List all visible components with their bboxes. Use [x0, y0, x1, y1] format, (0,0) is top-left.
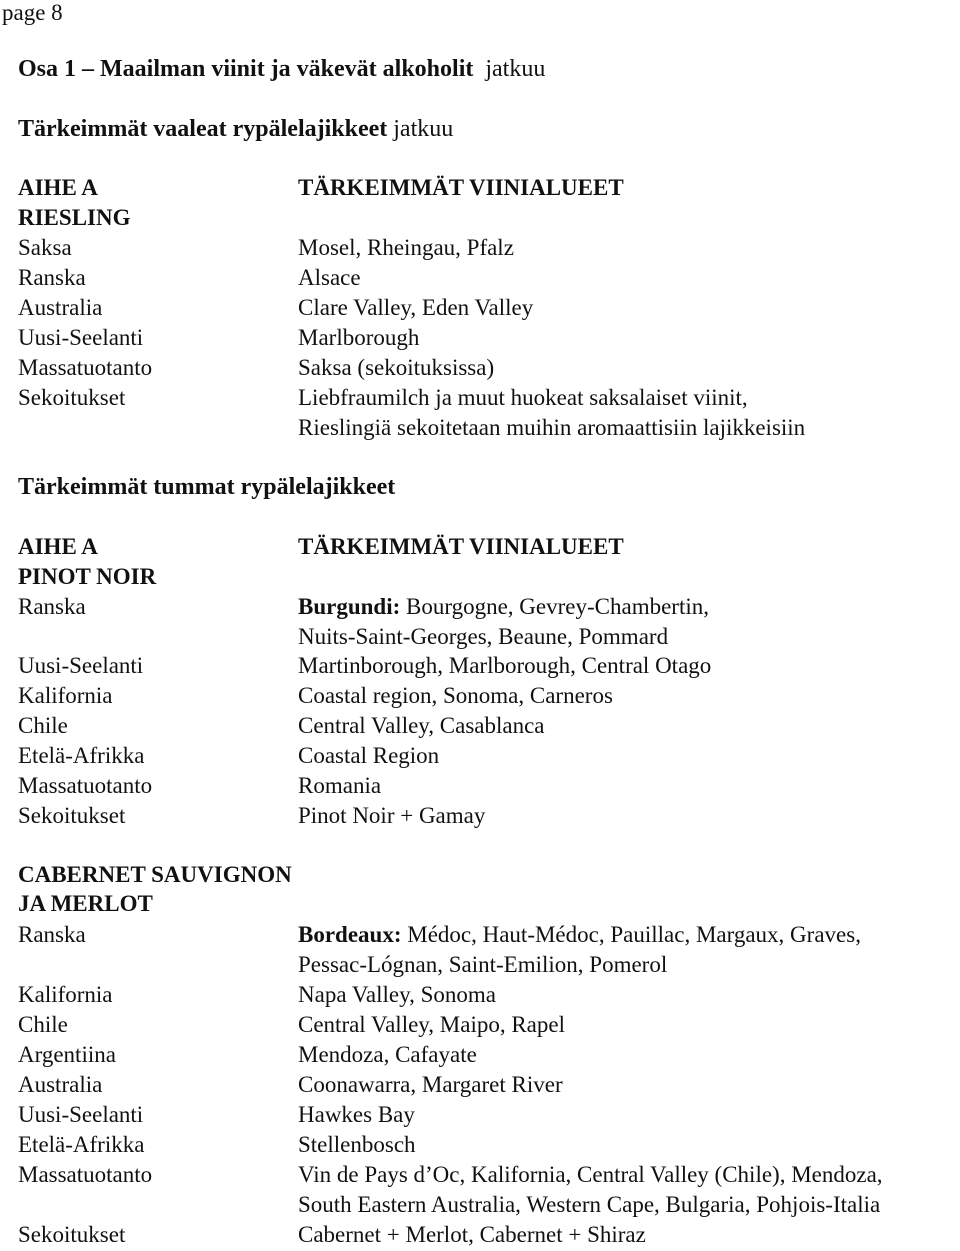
regions-cell: Coastal region, Sonoma, Carneros: [298, 683, 613, 708]
table-row: [0, 383, 960, 413]
country-cell: Argentiina: [18, 1042, 116, 1067]
country-cell: Massatuotanto: [18, 1162, 153, 1187]
section-title-text: Osa 1 – Maailman viinit ja väkevät alkoholit: [18, 56, 474, 82]
regions-cell: Mendoza, Cafayate: [298, 1042, 477, 1067]
regions-cell: Romania: [298, 773, 382, 798]
country-cell: Massatuotanto: [18, 773, 153, 798]
country-cell: Uusi-Seelanti: [18, 1102, 144, 1127]
table-row: [0, 1100, 960, 1130]
riesling-header-row: [0, 173, 960, 203]
country-cell: Uusi-Seelanti: [18, 653, 144, 678]
table-row: [0, 323, 960, 353]
regions-cell: Stellenbosch: [298, 1132, 416, 1157]
regions-cell: Liebfraumilch ja muut huokeat saksalaiset viinit,: [298, 385, 748, 410]
country-cell: Australia: [18, 295, 103, 320]
bordeaux-label: Bordeaux:: [298, 922, 402, 947]
regions-cell: Central Valley, Maipo, Rapel: [298, 1012, 565, 1037]
cabernet-bordeaux-regions: [298, 920, 861, 950]
table-row: [0, 681, 960, 711]
bordeaux-text-2: Pessac-Lógnan, Saint-Emilion, Pomerol: [298, 952, 668, 977]
country-cell: Chile: [18, 713, 68, 738]
section-title: [18, 54, 545, 84]
cabernet-grape-row-1: [0, 860, 960, 890]
riesling-topic-label: AIHE A: [18, 175, 98, 200]
table-row: [0, 1160, 960, 1190]
country-cell: Sekoitukset: [18, 803, 126, 828]
pinot-burgundy-row: [0, 592, 960, 622]
country-cell: Sekoitukset: [18, 385, 126, 410]
regions-cell: Cabernet + Merlot, Cabernet + Shiraz: [298, 1222, 646, 1247]
table-row: [0, 233, 960, 263]
country-cell: Saksa: [18, 235, 72, 260]
table-row: [0, 1070, 960, 1100]
cabernet-bordeaux-row: [0, 920, 960, 950]
table-row: [0, 651, 960, 681]
country-cell: Kalifornia: [18, 683, 113, 708]
country-cell: Kalifornia: [18, 982, 113, 1007]
regions-cell: Alsace: [298, 265, 361, 290]
regions-cell: South Eastern Australia, Western Cape, Bulgaria, Pohjois-Italia: [298, 1192, 881, 1217]
cabernet-grape-name-2: JA MERLOT: [18, 891, 153, 916]
table-row: [0, 413, 960, 443]
white-grapes-heading: [18, 114, 453, 144]
country-cell: Ranska: [18, 265, 86, 290]
table-row: [0, 1010, 960, 1040]
table-row: [0, 263, 960, 293]
regions-cell: Clare Valley, Eden Valley: [298, 295, 534, 320]
table-row: [0, 1220, 960, 1250]
table-row: [0, 801, 960, 831]
regions-cell: Pinot Noir + Gamay: [298, 803, 486, 828]
table-row: [0, 771, 960, 801]
regions-cell: Martinborough, Marlborough, Central Otago: [298, 653, 712, 678]
white-grapes-heading-continues: jatkuu: [393, 116, 454, 142]
pinot-grape-row: [0, 562, 960, 592]
regions-cell: Marlborough: [298, 325, 420, 350]
cabernet-country-france: Ranska: [18, 922, 86, 947]
section-title-continues: jatkuu: [485, 56, 546, 82]
pinot-topic-label: AIHE A: [18, 534, 98, 559]
regions-cell: Coastal Region: [298, 743, 440, 768]
regions-cell: Rieslingiä sekoitetaan muihin aromaattisiin lajikkeisiin: [298, 415, 806, 440]
regions-cell: Mosel, Rheingau, Pfalz: [298, 235, 514, 260]
country-cell: Australia: [18, 1072, 103, 1097]
table-row: [0, 1190, 960, 1220]
table-row: [0, 1130, 960, 1160]
riesling-regions-header: TÄRKEIMMÄT VIINIALUEET: [298, 175, 624, 200]
dark-grapes-heading: Tärkeimmät tummat rypälelajikkeet: [18, 474, 396, 500]
table-row: [0, 711, 960, 741]
white-grapes-heading-text: Tärkeimmät vaaleat rypälelajikkeet: [18, 116, 388, 142]
country-cell: Massatuotanto: [18, 355, 153, 380]
table-row: [0, 1040, 960, 1070]
country-cell: Etelä-Afrikka: [18, 743, 145, 768]
table-row: [0, 293, 960, 323]
country-cell: Uusi-Seelanti: [18, 325, 144, 350]
regions-cell: Napa Valley, Sonoma: [298, 982, 497, 1007]
riesling-grape-row: [0, 203, 960, 233]
cabernet-bordeaux-row-2: [0, 950, 960, 980]
table-row: [0, 980, 960, 1010]
regions-cell: Hawkes Bay: [298, 1102, 415, 1127]
page-number: page 8: [2, 0, 63, 25]
cabernet-grape-row-2: [0, 889, 960, 919]
table-row: [0, 741, 960, 771]
pinot-country-france: Ranska: [18, 594, 86, 619]
country-cell: Etelä-Afrikka: [18, 1132, 145, 1157]
pinot-burgundy-row-2: [0, 622, 960, 652]
country-cell: Sekoitukset: [18, 1222, 126, 1247]
regions-cell: Vin de Pays d’Oc, Kalifornia, Central Valley (Chile), Mendoza,: [298, 1162, 883, 1187]
pinot-burgundy-regions: [298, 592, 709, 622]
pinot-grape-name: PINOT NOIR: [18, 564, 157, 589]
bordeaux-text: Médoc, Haut-Médoc, Pauillac, Margaux, Graves,: [407, 922, 861, 947]
cabernet-grape-name: CABERNET SAUVIGNON: [18, 862, 292, 887]
regions-cell: Central Valley, Casablanca: [298, 713, 545, 738]
pinot-regions-header: TÄRKEIMMÄT VIINIALUEET: [298, 534, 624, 559]
country-cell: Chile: [18, 1012, 68, 1037]
table-row: [0, 353, 960, 383]
burgundy-text-2: Nuits-Saint-Georges, Beaune, Pommard: [298, 624, 669, 649]
regions-cell: Coonawarra, Margaret River: [298, 1072, 563, 1097]
burgundy-text: Bourgogne, Gevrey-Chambertin,: [406, 594, 709, 619]
burgundy-label: Burgundi:: [298, 594, 401, 619]
pinot-header-row: [0, 532, 960, 562]
riesling-grape-name: RIESLING: [18, 205, 131, 230]
regions-cell: Saksa (sekoituksissa): [298, 355, 495, 380]
